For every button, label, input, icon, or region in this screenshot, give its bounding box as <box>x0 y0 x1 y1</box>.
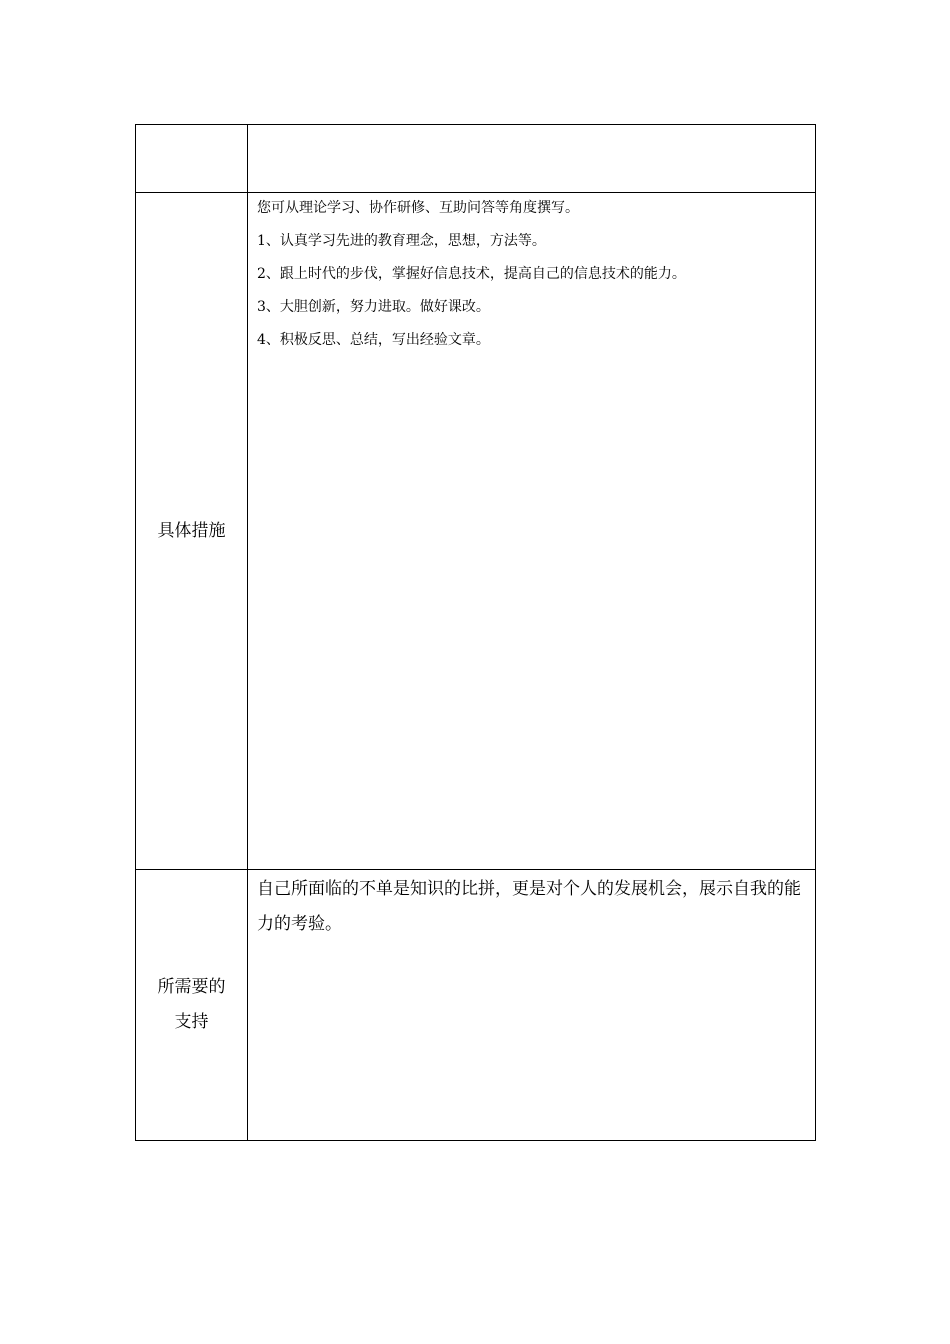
measures-label-text: 具体措施 <box>157 520 226 541</box>
measures-item-2: 2、跟上时代的步伐，掌握好信息技术，提高自己的信息技术的能力。 <box>257 266 686 282</box>
support-label-line1: 所需要的 <box>157 977 226 997</box>
measures-content-cell <box>248 193 816 870</box>
support-content-cell <box>248 870 816 1141</box>
table-row-measures <box>136 193 816 870</box>
table-row-empty <box>136 125 816 193</box>
measures-label <box>136 193 248 870</box>
plan-table <box>135 124 816 1141</box>
support-label <box>136 870 248 1141</box>
support-label-line2: 支持 <box>174 1012 209 1032</box>
row1-label-cell <box>136 125 248 193</box>
measures-item-3: 3、大胆创新，努力进取。做好课改。 <box>257 299 490 315</box>
row1-content-cell <box>248 125 816 193</box>
measures-item-1: 1、认真学习先进的教育理念，思想，方法等。 <box>257 233 546 249</box>
measures-item-4: 4、积极反思、总结，写出经验文章。 <box>257 332 490 348</box>
measures-content <box>248 193 815 362</box>
table-row-support <box>136 870 816 1141</box>
support-content: 自己所面临的不单是知识的比拼，更是对个人的发展机会，展示自我的能力的考验。 <box>257 879 801 934</box>
measures-intro-line: 您可从理论学习、协作研修、互助问答等角度撰写。 <box>257 200 579 216</box>
